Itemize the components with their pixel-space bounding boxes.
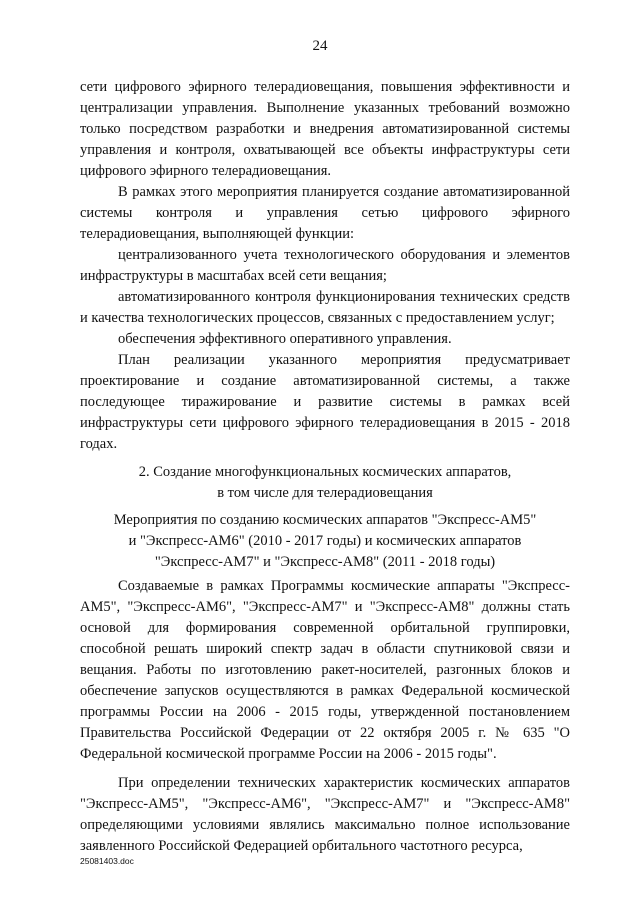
paragraph: В рамках этого мероприятия планируется создание автоматизированной системы контроля и управления сетью цифрового эфирного телерадиовещания, выполняющей функции: [80,184,570,242]
paragraph: Создаваемые в рамках Программы космические аппараты "Экспресс-АМ5", "Экспресс-АМ6", "Экспресс-АМ7" и "Экспресс-АМ8" должны стать основой для формирования современной орбитальной группировки, способной решать широкий спектр задач в области спутниковой связи и вещания. Работы по изготовлению ракет-носителей, разгонных блоков и обеспечение запусков осуществляются в рамках Федеральной космической программы России на 2006 - 2015 годы, утвержденной постановлением Правительства Российской Федерации от 22 октября 2005 г. № 635 "О Федеральной космической программе России на 2006 - 2015 годы". [80,578,570,762]
document-footer: 25081403.doc [80,856,134,866]
subheading [80,510,570,573]
paragraph: План реализации указанного мероприятия предусматривает проектирование и создание автоматизированной системы, а также последующее тиражирование и развитие системы в рамках всей инфраструктуры сети цифрового эфирного телерадиовещания в 2015 - 2018 годах. [80,352,570,452]
body-text-top [80,77,570,455]
page-number: 24 [312,38,328,54]
paragraph: автоматизированного контроля функционирования технических средств и качества технологических процессов, связанных с предоставлением услуг; [80,289,570,326]
subheading-line: Мероприятия по созданию космических аппаратов "Экспресс-АМ5" [113,512,537,528]
paragraph: централизованного учета технологического оборудования и элементов инфраструктуры в масштабах всей сети вещания; [80,247,570,284]
section-heading-line: 2. Создание многофункциональных космических аппаратов, [138,464,512,480]
paragraph: При определении технических характеристик космических аппаратов "Экспресс-АМ5", "Экспресс-АМ6", "Экспресс-АМ7" и "Экспресс-АМ8" определяющими условиями являлись максимально полное использование заявленного Российской Федерацией орбитального частотного ресурса, [80,775,570,854]
subheading-line: "Экспресс-АМ7" и "Экспресс-АМ8" (2011 - 2018 годы) [154,554,496,570]
paragraph: сети цифрового эфирного телерадиовещания, повышения эффективности и централизации управления. Выполнение указанных требований возможно только посредством разработки и внедрения автоматизированной системы управления и контроля, охватывающей все объекты инфраструктуры сети цифрового эфирного телерадиовещания. [80,79,570,179]
body-text-bottom [80,576,570,857]
section-heading [80,462,570,504]
subheading-line: и "Экспресс-АМ6" (2010 - 2017 годы) и космических аппаратов [128,533,522,549]
section-heading-line: в том числе для телерадиовещания [217,485,433,501]
paragraph: обеспечения эффективного оперативного управления. [118,331,452,347]
